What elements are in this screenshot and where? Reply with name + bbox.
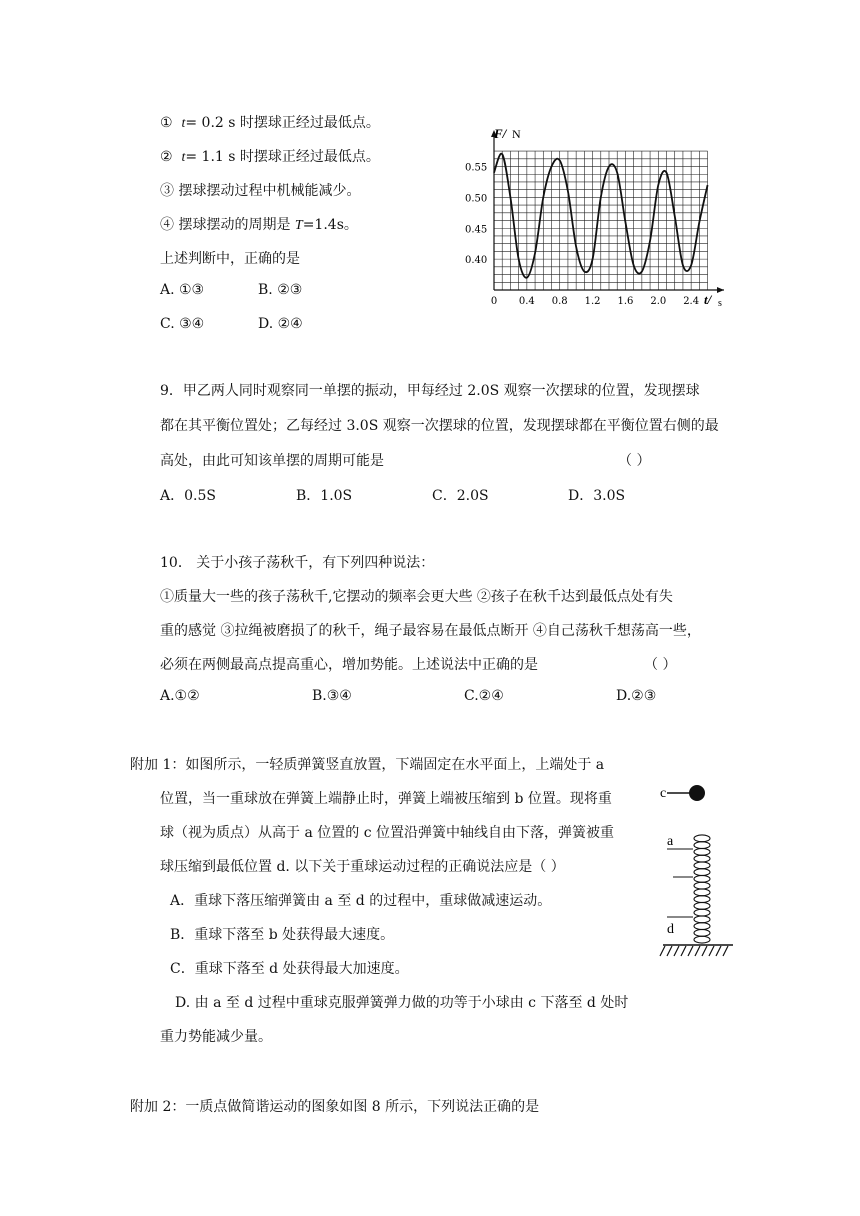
hatch-line	[723, 946, 728, 956]
label-a: a	[667, 834, 674, 849]
y-axis-unit: N	[512, 127, 521, 141]
hatch-line	[688, 946, 693, 956]
fj1-line-2: 位置，当一重球放在弹簧上端静止时，弹簧上端被压缩到 b 位置。现将重	[160, 791, 612, 807]
q9-line-1: 9．甲乙两人同时观察同一单摆的振动，甲每经过 2.0S 观察一次摆球的位置，发现摆球	[160, 383, 700, 399]
q10-line-3: 必须在两侧最高点提高重心，增加势能。上述说法中正确的是	[160, 657, 538, 673]
hatch-line	[660, 946, 665, 956]
fj1-line-1: 附加 1：如图所示，一轻质弹簧竖直放置，下端固定在水平面上，上端处于 a	[130, 757, 605, 773]
fj1-option-d-line-1: D. 由 a 至 d 过程中重球克服弹簧弹力做的功等于小球由 c 下落至 d 处时	[175, 995, 629, 1011]
hatch-line	[674, 946, 679, 956]
spring-coil-loop	[694, 869, 710, 876]
hatch-line	[681, 946, 686, 956]
fj1-line-4: 球压缩到最低位置 d. 以下关于重球运动过程的正确说法应是（ ）	[160, 859, 565, 875]
spring-coil-loop	[694, 889, 710, 896]
x-tick-label: 1.2	[584, 296, 601, 307]
hatch-line	[702, 946, 707, 956]
q10-choice-c: C.②④	[464, 688, 504, 704]
spring-coil-loop	[694, 936, 710, 943]
x-tick-label: 1.6	[617, 296, 634, 307]
q9-answer-paren: （ ）	[618, 453, 651, 469]
x-axis-unit: s	[718, 298, 722, 309]
spring-coil-loop	[694, 855, 710, 862]
fj2-line-1: 附加 2：一质点做简谐运动的图象如图 8 所示，下列说法正确的是	[130, 1099, 540, 1115]
spring-coil-loop	[694, 862, 710, 869]
q9-line-2: 都在其平衡位置处；乙每经过 3.0S 观察一次摆球的位置，发现摆球都在平衡位置右侧的最	[160, 418, 719, 434]
q8-choice-b: B. ②③	[258, 282, 303, 298]
q8-option-4: ④ 摆球摆动的周期是 T=1.4s。	[160, 217, 358, 233]
q8-option-1: ① t= 0.2 s 时摆球正经过最低点。	[160, 115, 380, 131]
hatch-line	[709, 946, 714, 956]
q8-option-2: ② t= 1.1 s 时摆球正经过最低点。	[160, 149, 380, 165]
label-d: d	[667, 922, 674, 937]
q9-choice-a: A．0.5S	[160, 488, 216, 504]
ground-hatching	[660, 946, 728, 956]
spring-coil-loop	[694, 902, 710, 909]
hatch-line	[716, 946, 721, 956]
q9-choice-d: D．3.0S	[568, 488, 626, 504]
y-tick-label: 0.45	[465, 224, 488, 236]
x-tick-label: 2.0	[650, 296, 667, 307]
q8-question: 上述判断中，正确的是	[160, 251, 300, 267]
fj1-option-c: C．重球下落至 d 处获得最大加速度。	[170, 961, 409, 977]
y-tick-label: 0.55	[465, 162, 488, 174]
spring-coil-loop	[694, 882, 710, 889]
force-time-chart	[462, 120, 732, 315]
q8-choice-d: D. ②④	[258, 316, 303, 332]
y-tick-label: 0.50	[465, 193, 488, 205]
fj1-option-a: A．重球下落压缩弹簧由 a 至 d 的过程中，重球做减速运动。	[170, 893, 552, 909]
x-tick-label: 0	[490, 296, 498, 307]
q8-choice-c: C. ③④	[160, 316, 205, 332]
hatch-line	[695, 946, 700, 956]
spring-coil-loop	[694, 916, 710, 923]
x-tick-label: 2.4	[683, 296, 700, 307]
x-tick-label: 0.4	[518, 296, 535, 307]
spring-coil-loop	[694, 896, 710, 903]
q10-line-1: ①质量大一些的孩子荡秋千,它摆动的频率会更大些 ②孩子在秋千达到最低点处有失	[160, 589, 673, 605]
fj1-option-d-line-2: 重力势能减少量。	[160, 1029, 272, 1045]
q10-title: 10． 关于小孩子荡秋千，有下列四种说法：	[160, 555, 435, 571]
q9-line-3: 高处，由此可知该单摆的周期可能是	[160, 453, 384, 469]
q10-choice-b: B.③④	[312, 688, 352, 704]
hatch-line	[667, 946, 672, 956]
fj1-option-b: B．重球下落至 b 处获得最大速度。	[170, 927, 395, 943]
q8-option-3: ③ 摆球摆动过程中机械能减少。	[160, 183, 361, 199]
y-axis-label: F/	[494, 126, 507, 141]
spring-coil-loop	[694, 923, 710, 930]
y-tick-label: 0.40	[465, 255, 488, 267]
q8-choice-a: A. ①③	[160, 282, 205, 298]
q9-choice-c: C．2.0S	[432, 488, 489, 504]
q10-choice-a: A.①②	[160, 688, 200, 704]
spring-coil	[694, 835, 710, 943]
x-tick-label: 0.8	[551, 296, 568, 307]
heavy-ball	[689, 785, 705, 801]
spring-coil-loop	[694, 848, 710, 855]
fj1-line-3: 球（视为质点）从高于 a 位置的 c 位置沿弹簧中轴线自由下落，弹簧被重	[160, 825, 614, 841]
spring-coil-loop	[694, 929, 710, 936]
spring-diagram	[655, 775, 745, 965]
q10-line-2: 重的感觉 ③拉绳被磨损了的秋千，绳子最容易在最低点断开 ④自己荡秋千想荡高一些，	[160, 623, 701, 639]
q9-choice-b: B．1.0S	[296, 488, 353, 504]
spring-coil-loop	[694, 835, 710, 842]
q10-choice-d: D.②③	[616, 688, 657, 704]
q10-answer-paren: （ ）	[644, 657, 677, 673]
spring-coil-loop	[694, 875, 710, 882]
spring-coil-loop	[694, 842, 710, 849]
spring-coil-loop	[694, 909, 710, 916]
label-c: c	[660, 786, 667, 801]
x-axis-label: t/	[704, 292, 712, 307]
x-axis-arrow	[717, 287, 724, 293]
